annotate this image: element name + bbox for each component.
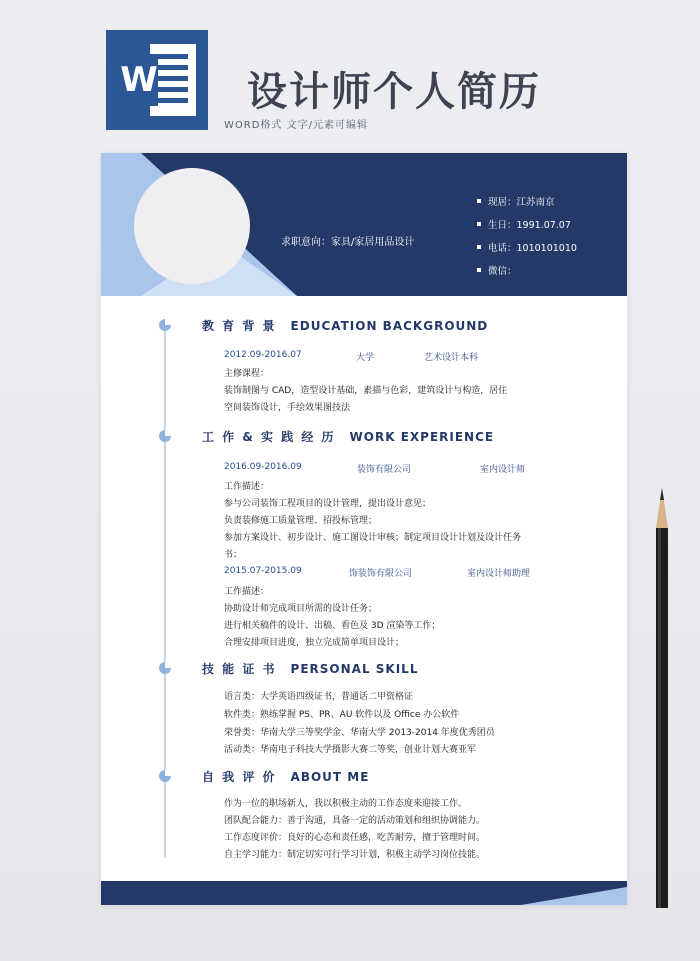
- edu-line: 主修课程：: [224, 369, 270, 379]
- section-marker-icon: [159, 662, 171, 674]
- skill-line: 活动类：华南电子科技大学摄影大赛二等奖，创业计划大赛亚军: [224, 745, 477, 755]
- edu-major: 艺术设计本科: [424, 353, 479, 363]
- info-birthday: 生日：1991.07.07: [477, 212, 577, 235]
- job-date: 2016.09-2016.09: [224, 462, 302, 472]
- bullet-icon: [477, 199, 481, 203]
- about-line: 自主学习能力：制定切实可行学习计划，积极主动学习岗位技能。: [224, 850, 486, 860]
- job-company: 饰装饰有限公司: [349, 569, 413, 579]
- job-company: 装饰有限公司: [357, 465, 412, 475]
- job-intent: 求职意向：家具/家居用品设计: [281, 237, 415, 248]
- job-line: 工作描述：: [224, 482, 270, 492]
- job-line: 书；: [224, 550, 243, 560]
- resume-page: [101, 153, 627, 905]
- bullet-icon: [477, 268, 481, 272]
- job-line: 参加方案设计、初步设计、施工图设计审核；制定项目设计计划及设计任务: [224, 533, 522, 543]
- section-title-skills: 技 能 证 书 PERSONAL SKILL: [202, 662, 419, 676]
- edu-school: 大学: [356, 353, 375, 363]
- page-title: 设计师个人简历: [247, 69, 541, 115]
- about-line: 工作态度评价：良好的心态和责任感，吃苦耐劳，擅于管理时间。: [224, 833, 486, 843]
- bullet-icon: [477, 222, 481, 226]
- edu-line: 空间装饰设计，手绘效果图技法: [224, 403, 351, 413]
- job-line: 进行相关稿件的设计、出稿、看色及 3D 渲染等工作；: [224, 621, 441, 631]
- section-marker-icon: [159, 770, 171, 782]
- about-line: 作为一位的职场新人，我以积极主动的工作态度来迎接工作。: [224, 799, 468, 809]
- job-line: 负责装修施工质量管理、招投标管理；: [224, 516, 378, 526]
- logo-letter: W: [120, 54, 158, 106]
- footer-accent-shape: [101, 881, 627, 905]
- info-wechat: 微信：: [477, 258, 577, 281]
- section-marker-icon: [159, 319, 171, 331]
- job-line: 工作描述：: [224, 587, 270, 597]
- avatar-photo[interactable]: [134, 168, 250, 284]
- word-logo-icon: [106, 30, 208, 130]
- info-phone: 电话：1010101010: [477, 235, 577, 258]
- edu-date: 2012.09-2016.07: [224, 350, 302, 360]
- job-date: 2015.07-2015.09: [224, 566, 302, 576]
- skill-line: 软件类：熟练掌握 PS、PR、AU 软件以及 Office 办公软件: [224, 710, 460, 720]
- page-subtitle: WORD格式 文字/元素可编辑: [224, 120, 368, 131]
- job-role: 室内设计师助理: [467, 569, 531, 579]
- section-marker-icon: [159, 430, 171, 442]
- job-line: 合理安排项目进度，独立完成简单项目设计；: [224, 638, 405, 648]
- skill-line: 荣誉类：华南大学三等奖学金、华南大学 2013-2014 年度优秀团员: [224, 728, 495, 738]
- section-title-work: 工 作 & 实 践 经 历 WORK EXPERIENCE: [202, 430, 495, 444]
- personal-info: [477, 189, 577, 281]
- job-role: 室内设计师: [480, 465, 526, 475]
- pencil-decoration: [652, 488, 672, 908]
- section-title-about: 自 我 评 价 ABOUT ME: [202, 770, 370, 784]
- job-line: 协助设计师完成项目所需的设计任务；: [224, 604, 378, 614]
- job-line: 参与公司装饰工程项目的设计管理，提出设计意见；: [224, 499, 432, 509]
- about-line: 团队配合能力：善于沟通，具备一定的活动策划和组织协调能力。: [224, 816, 486, 826]
- info-location: 现居：江苏南京: [477, 189, 577, 212]
- bullet-icon: [477, 245, 481, 249]
- section-title-education: 教 育 背 景 EDUCATION BACKGROUND: [202, 319, 489, 333]
- edu-line: 装饰制图与 CAD，造型设计基础，素描与色彩，建筑设计与构造，居住: [224, 386, 508, 396]
- skill-line: 语言类：大学英语四级证书，普通话二甲资格证: [224, 692, 414, 702]
